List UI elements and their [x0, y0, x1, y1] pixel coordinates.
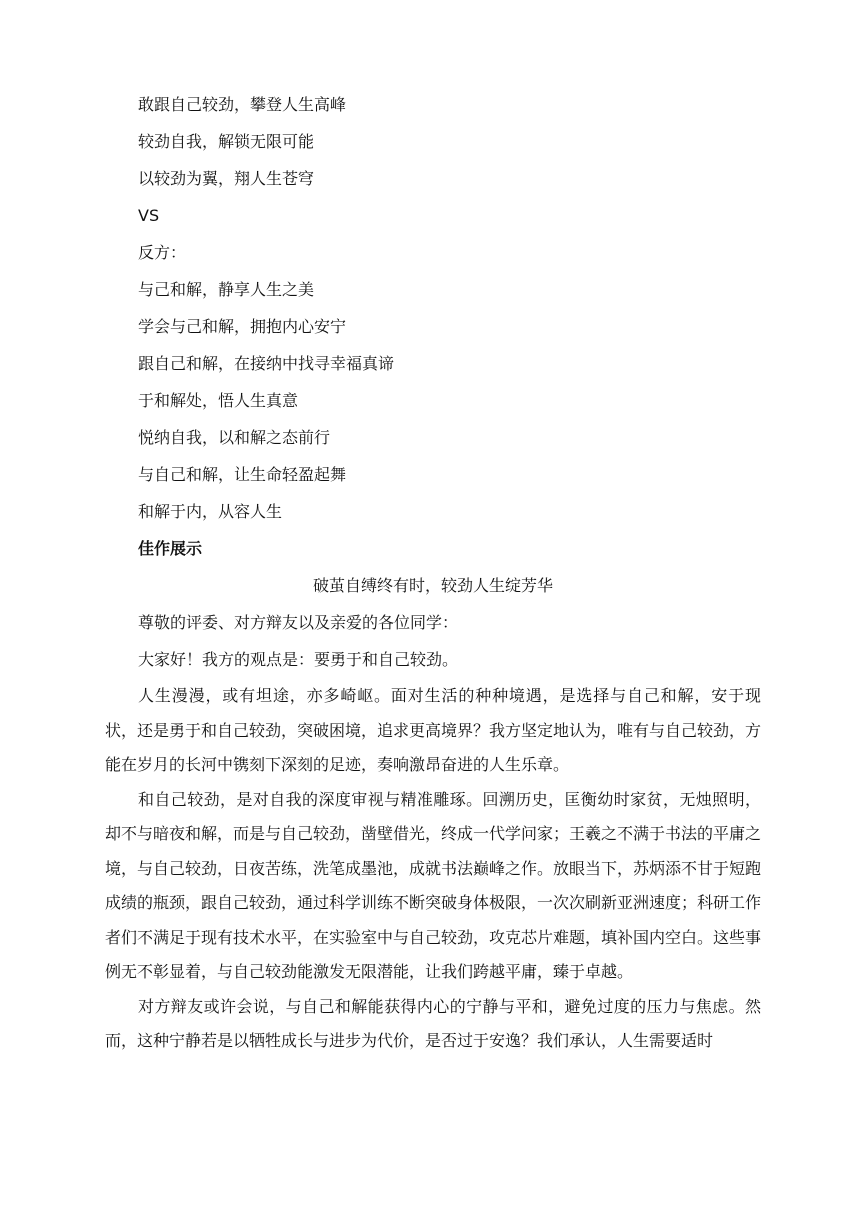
- slogan-negative-1: 与己和解，静享人生之美: [138, 280, 315, 299]
- slogan-affirmative-3: 以较劲为翼，翔人生苍穹: [138, 169, 315, 188]
- essay-title: 破茧自缚终有时，较劲人生绽芳华: [312, 576, 553, 595]
- essay-opening: 大家好！我方的观点是：要勇于和自己较劲。: [138, 650, 459, 669]
- negative-side-label: 反方：: [138, 243, 187, 262]
- essay-paragraph-1: 人生漫漫，或有坦途，亦多崎岖。面对生活的种种境遇，是选择与自己和解，安于现状，还是勇于和自己较劲，突破困境，追求更高境界？我方坚定地认为，唯有与自己较劲，方能在岁月的长河中镌刻下深刻的足迹，奏响激昂奋进的人生乐章。: [105, 686, 762, 774]
- section-heading: 佳作展示: [138, 539, 203, 558]
- essay-paragraph-2: 和自己较劲，是对自我的深度审视与精准雕琢。回溯历史，匡衡幼时家贫，无烛照明，却不与暗夜和解，而是与自己较劲，凿壁借光，终成一代学问家；王羲之不满于书法的平庸之境，与自己较劲，日夜苦练，洗笔成墨池，成就书法巅峰之作。放眼当下，苏炳添不甘于短跑成绩的瓶颈，跟自己较劲，通过科学训练不断突破身体极限，一次次刷新亚洲速度；科研工作者们不满足于现有技术水平，在实验室中与自己较劲，攻克芯片难题，填补国内空白。这些事例无不彰显着，与自己较劲能激发无限潜能，让我们跨越平庸，臻于卓越。: [105, 789, 762, 981]
- slogan-negative-3: 跟自己和解，在接纳中找寻幸福真谛: [138, 354, 395, 373]
- slogan-affirmative-2: 较劲自我，解锁无限可能: [138, 132, 315, 151]
- slogan-affirmative-1: 敢跟自己较劲，攀登人生高峰: [138, 95, 347, 114]
- essay-salutation: 尊敬的评委、对方辩友以及亲爱的各位同学：: [138, 613, 459, 632]
- document-body: [105, 86, 761, 1059]
- essay-paragraph-3: 对方辩友或许会说，与自己和解能获得内心的宁静与平和，避免过度的压力与焦虑。然而，这种宁静若是以牺牲成长与进步为代价，是否过于安逸？我们承认，人生需要适时: [105, 996, 761, 1050]
- slogan-negative-6: 与自己和解，让生命轻盈起舞: [138, 465, 347, 484]
- slogan-negative-7: 和解于内，从容人生: [138, 502, 283, 521]
- slogan-negative-5: 悦纳自我，以和解之态前行: [138, 428, 331, 447]
- slogan-negative-4: 于和解处，悟人生真意: [138, 391, 299, 410]
- slogan-negative-2: 学会与己和解，拥抱内心安宁: [138, 317, 347, 336]
- vs-label: VS: [138, 206, 160, 225]
